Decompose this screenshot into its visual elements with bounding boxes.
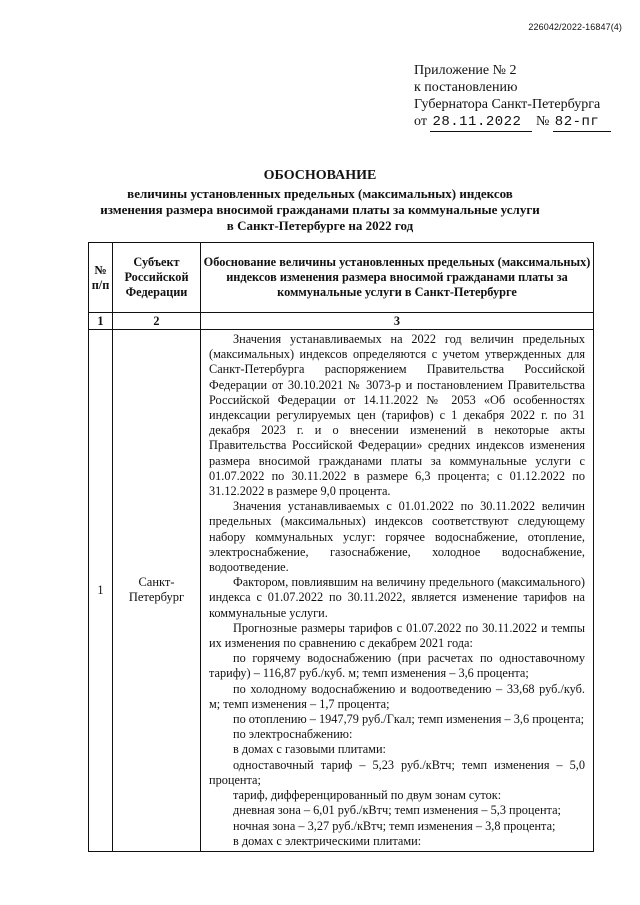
table-row: [89, 330, 594, 852]
header-justification: Обоснование величины установленных предельных (максимальных) индексов изменения размера вносимой гражданами платы за коммунальные услуги в Санкт-Петербурге: [201, 243, 594, 313]
paragraph: по холодному водоснабжению и водоотведению – 33,68 руб./куб. м; темп изменения – 1,7 процента;: [209, 681, 585, 711]
row-justification: [201, 330, 594, 852]
number-label: №: [535, 114, 550, 129]
appendix-date-line: [414, 113, 624, 132]
column-index: 3: [201, 313, 594, 330]
appendix-block: [414, 62, 624, 132]
table-header-row: [89, 243, 594, 313]
appendix-number: 82-пг: [553, 114, 611, 132]
paragraph: Фактором, повлиявшим на величину предельного (максимального) индекса с 01.07.2022 по 30.11.2022, является изменение тарифов на коммунальные услуги.: [209, 575, 585, 620]
column-index-row: [89, 313, 594, 330]
paragraph: по горячему водоснабжению (при расчетах по одноставочному тарифу) – 116,87 руб./куб. м; темп изменения – 3,6 процента;: [209, 651, 585, 681]
row-number: 1: [89, 330, 113, 852]
appendix-date: 28.11.2022: [430, 114, 532, 132]
document-title: [0, 168, 640, 234]
column-index: 2: [113, 313, 201, 330]
title-line: в Санкт-Петербурге на 2022 год: [226, 218, 414, 233]
title-line: изменения размера вносимой гражданами платы за коммунальные услуги: [100, 202, 540, 217]
appendix-line: Губернатора Санкт-Петербурга: [414, 97, 601, 112]
paragraph: Значения устанавливаемых на 2022 год величин предельных (максимальных) индексов определяются с учетом утвержденных для Санкт-Петербурга распоряжением Правительства Российской Федерации от 30.10.2021 № 3073-р и постановлением Правительства Российской Федерации от 14.11.2022 № 2053 «Об особенностях индексации регулируемых цен (тарифов) с 1 декабря 2022 г. по 31 декабря 2023 г. и о внесении изменений в некоторые акты Правительства Российской Федерации» средних индексов изменения размера вносимой гражданами платы за коммунальные услуги с 01.07.2022 по 30.11.2022 в размере 6,3 процента; с 01.12.2022 по 31.12.2022 в размере 9,0 процента.: [209, 332, 585, 499]
column-index: 1: [89, 313, 113, 330]
title-main: ОБОСНОВАНИЕ: [263, 168, 377, 183]
header-subject: Субъект Российской Федерации: [113, 243, 201, 313]
paragraph: по отоплению – 1947,79 руб./Гкал; темп изменения – 3,6 процента;: [233, 712, 585, 727]
paragraph: дневная зона – 6,01 руб./кВтч; темп изменения – 5,3 процента;: [233, 803, 561, 818]
document-registration-number: 226042/2022-16847(4): [528, 22, 622, 32]
justification-table: [88, 242, 594, 852]
paragraph: тариф, дифференцированный по двум зонам суток:: [233, 788, 502, 803]
paragraph: одноставочный тариф – 5,23 руб./кВтч; темп изменения – 5,0 процента;: [209, 757, 585, 787]
title-line: величины установленных предельных (максимальных) индексов: [127, 186, 513, 201]
paragraph: в домах с электрическими плитами:: [233, 833, 422, 848]
appendix-line: к постановлению: [414, 80, 518, 95]
paragraph: Значения устанавливаемых с 01.01.2022 по 30.11.2022 величин предельных (максимальных) индексов соответствуют следующему набору коммунальных услуг: горячее водоснабжение, отопление, электроснабжение, газоснабжение, холодное водоснабжение, водоотведение.: [209, 499, 585, 575]
appendix-title: Приложение № 2: [414, 63, 517, 78]
paragraph: в домах с газовыми плитами:: [233, 742, 386, 757]
row-subject: Санкт-Петербург: [113, 330, 201, 852]
header-number: № п/п: [89, 243, 113, 313]
paragraph: по электроснабжению:: [233, 727, 353, 742]
paragraph: Прогнозные размеры тарифов с 01.07.2022 по 30.11.2022 и темпы их изменения по сравнению с декабрем 2021 года:: [209, 620, 585, 651]
from-label: от: [414, 114, 427, 129]
paragraph: ночная зона – 3,27 руб./кВтч; темп изменения – 3,8 процента;: [233, 818, 556, 833]
